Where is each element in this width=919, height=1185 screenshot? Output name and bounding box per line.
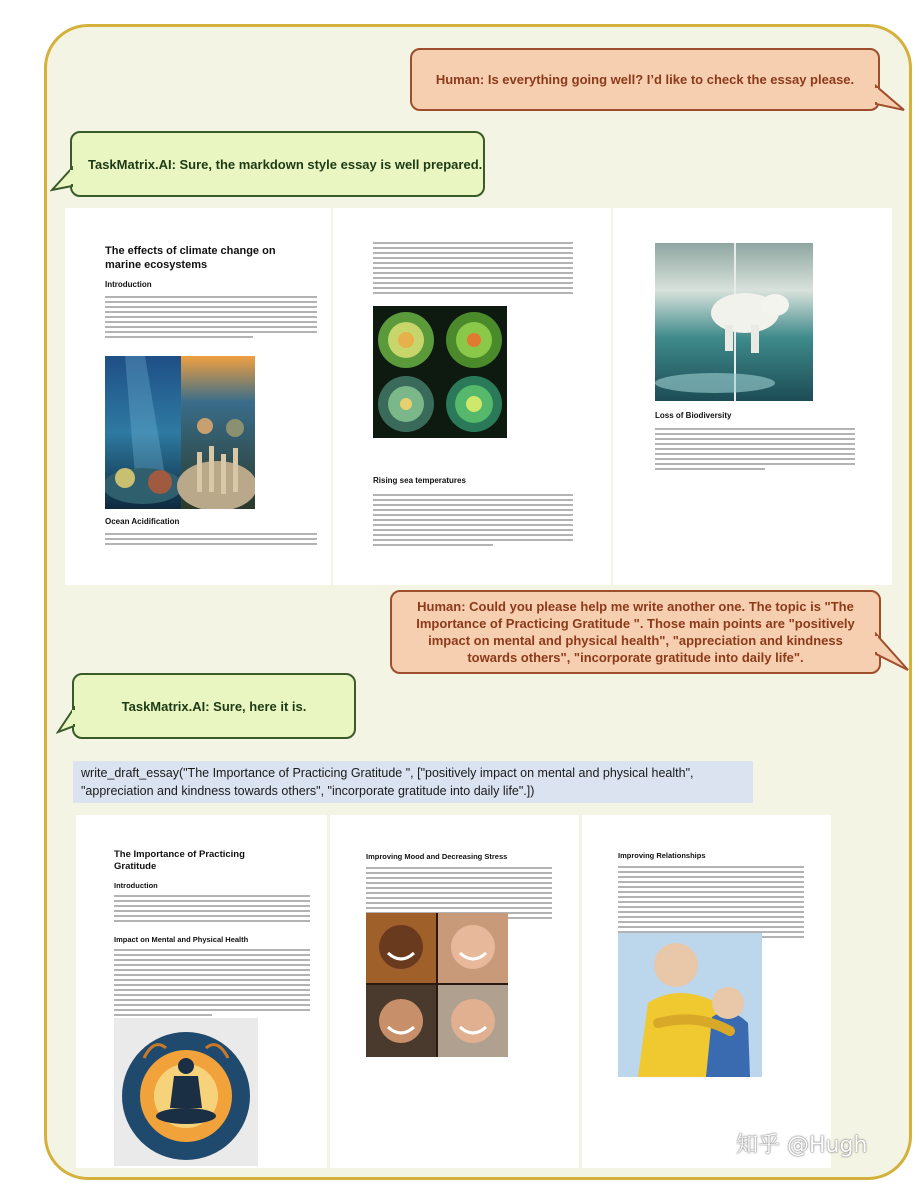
essay1-page-3: [613, 208, 892, 585]
bubble-tail: [874, 632, 910, 674]
essay2-intro-text: [114, 895, 310, 925]
essay1-intro-text: [105, 296, 317, 341]
smiling-faces-image: [366, 913, 508, 1057]
essay2-page-1: [76, 815, 327, 1168]
bubble-tail: [874, 84, 906, 114]
essay2-page-3: [582, 815, 831, 1168]
bubble-tail: [56, 706, 76, 736]
essay1-acid-heading: Ocean Acidification: [105, 517, 180, 526]
essay2-title: The Importance of Practicing Gratitude: [114, 849, 245, 872]
essay2-impact-heading: Impact on Mental and Physical Health: [114, 935, 249, 944]
human-message-1: [410, 48, 880, 111]
ai-message-2: [72, 673, 356, 739]
meditation-image: [114, 1018, 258, 1166]
plankton-image: [373, 306, 507, 438]
essay1-bio-heading: Loss of Biodiversity: [655, 411, 732, 420]
ai-message-2-text: TaskMatrix.AI: Sure, here it is.: [121, 698, 307, 714]
essay1-page-2: [333, 208, 611, 585]
essay2-page-2: [330, 815, 579, 1168]
ai-message-1: [70, 131, 485, 197]
essay2-rel-heading: Improving Relationships: [618, 851, 706, 860]
hug-illustration: [618, 933, 762, 1077]
essay1-bio-text: [655, 428, 855, 473]
essay1-sea-heading: Rising sea temperatures: [373, 476, 466, 485]
essay1-page-1: [65, 208, 331, 585]
essay1-sea-text: [373, 494, 573, 549]
human-message-2: [390, 590, 881, 674]
essay1-intro-heading: Introduction: [105, 280, 152, 289]
human-message-2-text: Human: Could you please help me write another one. The topic is "The Importance of Practicing Gratitude ". Those main points are "positively impact on mental and physical health", "appreciation and kindness towards others", "incorporate gratitude into daily life".: [416, 599, 855, 665]
essay1-acid-text: [105, 533, 317, 548]
essay1-continued-text: [373, 242, 573, 297]
essay2-impact-text: [114, 949, 310, 1019]
bubble-tail: [50, 166, 74, 194]
human-message-1-text: Human: Is everything going well? I’d like to check the essay please.: [435, 72, 855, 87]
essay1-title: The effects of climate change on marine ecosystems: [105, 245, 276, 271]
ocean-reef-image: [105, 356, 255, 509]
polar-bear-image: [655, 243, 813, 401]
essay2-intro-heading: Introduction: [114, 881, 158, 890]
command-text: write_draft_essay("The Importance of Practicing Gratitude ", ["positively impact on mental and physical health", "appreciation and kindness towards others", "incorporate gratitude into daily life".]): [73, 761, 753, 803]
watermark: 知乎 @Hugh: [736, 1133, 868, 1158]
essay2-mood-heading: Improving Mood and Decreasing Stress: [366, 852, 508, 861]
ai-message-1-text: TaskMatrix.AI: Sure, the markdown style essay is well prepared.: [88, 156, 483, 172]
